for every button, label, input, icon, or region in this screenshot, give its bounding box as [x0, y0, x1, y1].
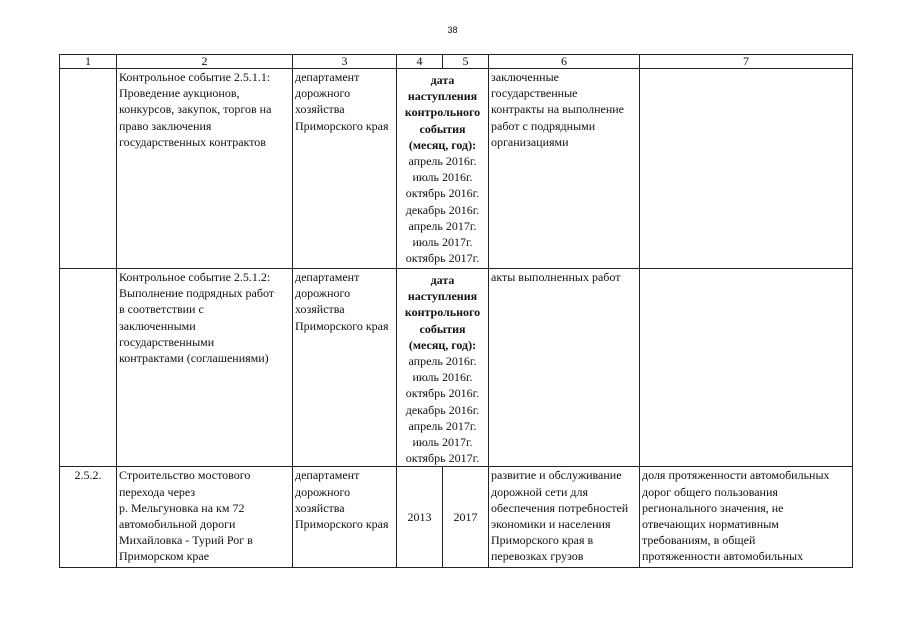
- row-code: [60, 69, 117, 269]
- row-indicator: [640, 69, 853, 269]
- row-indicator: [640, 269, 853, 467]
- control-event-date-label: дата наступления контрольного события (месяц, год):: [404, 73, 481, 152]
- row-name: Строительство мостового перехода через р. Мельгуновка на км 72 автомобильной дороги Михайловка - Турий Рог в Приморском крае: [117, 467, 293, 568]
- row-dates-cell: [397, 269, 489, 467]
- control-event-dates: апрель 2016г. июль 2016г. октябрь 2016г. декабрь 2016г. апрель 2017г. июль 2017г. октябрь 2017г.: [405, 154, 480, 266]
- row-executor: департамент дорожного хозяйства Приморского края: [293, 269, 397, 467]
- header-cell-5: 5: [443, 55, 489, 69]
- row-indicator: доля протяженности автомобильных дорог общего пользования регионального значения, не отвечающих нормативным требованиям, в общей протяженности автомобильных: [640, 467, 853, 568]
- row-code: [60, 269, 117, 467]
- program-table: [59, 54, 853, 568]
- row-dates-cell: [397, 69, 489, 269]
- control-event-date-label: дата наступления контрольного события (месяц, год):: [404, 273, 481, 352]
- header-cell-2: 2: [117, 55, 293, 69]
- row-name: Контрольное событие 2.5.1.1: Проведение аукционов, конкурсов, закупок, торгов на право заключения государственных контрактов: [117, 69, 293, 269]
- table-row: [60, 467, 853, 568]
- row-start-year: 2013: [397, 467, 443, 568]
- row-end-year: 2017: [443, 467, 489, 568]
- header-cell-7: 7: [640, 55, 853, 69]
- header-cell-6: 6: [489, 55, 640, 69]
- page-number: 38: [447, 25, 458, 35]
- header-cell-4: 4: [397, 55, 443, 69]
- control-event-dates: апрель 2016г. июль 2016г. октябрь 2016г. декабрь 2016г. апрель 2017г. июль 2017г. октябрь 2017г.: [405, 354, 480, 466]
- row-result: развитие и обслуживание дорожной сети для обеспечения потребностей экономики и населения Приморского края в перевозках грузов: [489, 467, 640, 568]
- table-row: [60, 269, 853, 467]
- row-result: акты выполненных работ: [489, 269, 640, 467]
- row-executor: департамент дорожного хозяйства Приморского края: [293, 69, 397, 269]
- row-result: заключенные государственные контракты на выполнение работ с подрядными организациями: [489, 69, 640, 269]
- row-executor: департамент дорожного хозяйства Приморского края: [293, 467, 397, 568]
- row-code: 2.5.2.: [60, 467, 117, 568]
- table-row: [60, 69, 853, 269]
- row-name: Контрольное событие 2.5.1.2: Выполнение подрядных работ в соответствии с заключенными государственными контрактами (соглашениями): [117, 269, 293, 467]
- header-cell-1: 1: [60, 55, 117, 69]
- header-cell-3: 3: [293, 55, 397, 69]
- header-row: [60, 55, 853, 69]
